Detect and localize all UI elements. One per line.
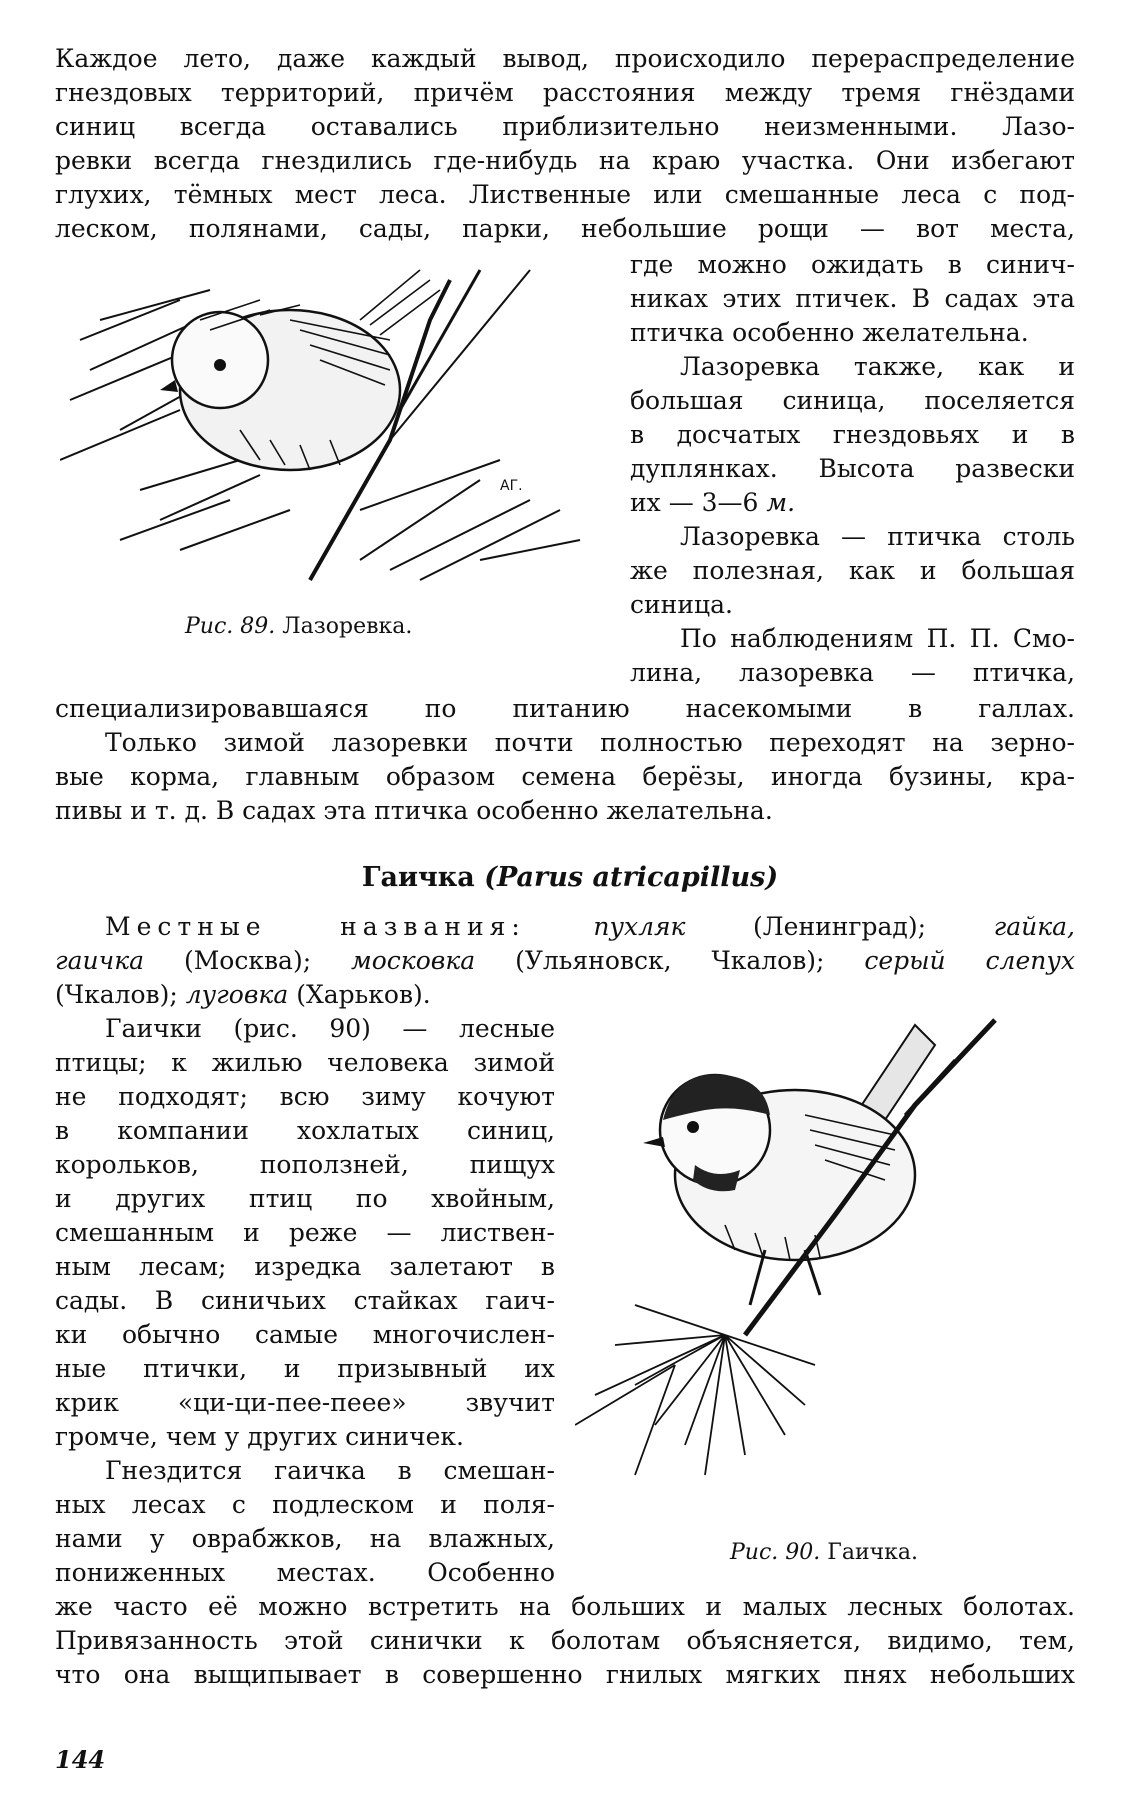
heading-name: Гаичка	[361, 862, 475, 893]
text-line: крик «ци-ци-пее-пеее» звучит	[55, 1388, 555, 1417]
text-line: По наблюдениям П. П. Смо-	[680, 624, 1075, 653]
text-line: ным лесам; изредка залетают в	[55, 1252, 555, 1281]
text-line: гнездовых территорий, причём расстояния между тремя гнёздами	[55, 78, 1075, 107]
local-names-label: Местные названия:	[105, 912, 526, 941]
heading-latin: (Parus atricapillus)	[484, 862, 779, 893]
text-line: синица.	[630, 590, 733, 619]
fig90-caption	[730, 1538, 918, 1568]
text-line: дуплянках. Высота развески	[630, 454, 1075, 483]
text-line: Лазоревка также, как и	[680, 352, 1075, 381]
text-line: где можно ожидать в синич-	[630, 250, 1075, 279]
local-name: луговка	[185, 980, 289, 1009]
text-line: вые корма, главным образом семена берёзы, иногда бузины, кра-	[55, 762, 1075, 791]
local-place: (Чкалов);	[55, 980, 178, 1009]
text-line: специализировавшаяся по питанию насекомыми в галлах.	[55, 694, 1075, 723]
text-line: Привязанность этой синички к болотам объясняется, видимо, тем,	[55, 1626, 1075, 1655]
local-name: серый слепух	[864, 946, 1075, 975]
text-line: корольков, поползней, пищух	[55, 1150, 555, 1179]
page-number: 144	[55, 1745, 106, 1774]
text-line: Гаички (рис. 90) — лесные	[105, 1014, 555, 1043]
text-line: же часто её можно встретить на больших и малых лесных болотах.	[55, 1592, 1075, 1621]
text-line: глухих, тёмных мест леса. Лиственные или смешанные леса с под-	[55, 180, 1075, 209]
text-line	[630, 486, 1075, 520]
local-name: гаичка	[55, 946, 145, 975]
text-line: в компании хохлатых синиц,	[55, 1116, 555, 1145]
text-line: что она выщипывает в совершенно гнилых мягких пнях небольших	[55, 1660, 1075, 1689]
text-line: большая синица, поселяется	[630, 386, 1075, 415]
unit-meters: м.	[766, 488, 796, 517]
text-line: никах этих птичек. В садах эта	[630, 284, 1075, 313]
local-place: (Ульяновск, Чкалов);	[515, 946, 825, 975]
fig89-caption	[185, 612, 412, 642]
text-line: ревки всегда гнездились где-нибудь на краю участка. Они избегают	[55, 146, 1075, 175]
text-line: ки обычно самые многочислен-	[55, 1320, 555, 1349]
text-line: Каждое лето, даже каждый вывод, происходило перераспределение	[55, 44, 1075, 73]
willow-tit-illustration	[575, 1005, 1075, 1495]
text-line: смешанным и реже — листвен-	[55, 1218, 555, 1247]
fig89-label: Рис. 89.	[185, 614, 276, 639]
text-line: не подходят; всю зиму кочуют	[55, 1082, 555, 1111]
text-line: Лазоревка — птичка столь	[680, 522, 1075, 551]
text-line: пониженных местах. Особенно	[55, 1558, 555, 1587]
figure-willow-tit	[575, 1005, 1075, 1495]
text-line: птичка особенно желательна.	[630, 318, 1029, 347]
local-name: московка	[351, 946, 476, 975]
fig90-name: Гаичка.	[827, 1540, 919, 1565]
text-span: их — 3—6	[630, 488, 759, 517]
section-heading	[0, 860, 1140, 896]
blue-tit-illustration	[60, 260, 600, 590]
local-names-line	[105, 910, 1075, 944]
local-place: (Ленинград);	[753, 912, 927, 941]
text-line: ные птички, и призывный их	[55, 1354, 555, 1383]
text-line: птицы; к жилью человека зимой	[55, 1048, 555, 1077]
fig89-name: Лазоревка.	[282, 614, 413, 639]
text-line: нами у оврабжков, на влажных,	[55, 1524, 555, 1553]
fig89-signature: АГ.	[500, 478, 523, 494]
figure-blue-tit	[60, 260, 600, 590]
text-line: же полезная, как и большая	[630, 556, 1075, 585]
local-name: пухляк	[593, 912, 686, 941]
text-line: Только зимой лазоревки почти полностью переходят на зерно-	[105, 728, 1075, 757]
text-line: синиц всегда оставались приблизительно неизменными. Лазо-	[55, 112, 1075, 141]
text-line: леском, полянами, сады, парки, небольшие рощи — вот места,	[55, 214, 1075, 243]
local-place: (Москва);	[183, 946, 312, 975]
text-line: сады. В синичьих стайках гаич-	[55, 1286, 555, 1315]
local-name: гайка,	[993, 912, 1075, 941]
text-line: лина, лазоревка — птичка,	[630, 658, 1075, 687]
text-line: Гнездится гаичка в смешан-	[105, 1456, 555, 1485]
local-names-line	[55, 944, 1075, 978]
text-line: ных лесах с подлеском и поля-	[55, 1490, 555, 1519]
text-line: и других птиц по хвойным,	[55, 1184, 555, 1213]
fig90-label: Рис. 90.	[730, 1540, 821, 1565]
text-line: громче, чем у других синичек.	[55, 1422, 464, 1451]
text-line: в досчатых гнездовьях и в	[630, 420, 1075, 449]
text-line: пивы и т. д. В садах эта птичка особенно желательна.	[55, 796, 773, 825]
local-place: (Харьков).	[296, 980, 431, 1009]
